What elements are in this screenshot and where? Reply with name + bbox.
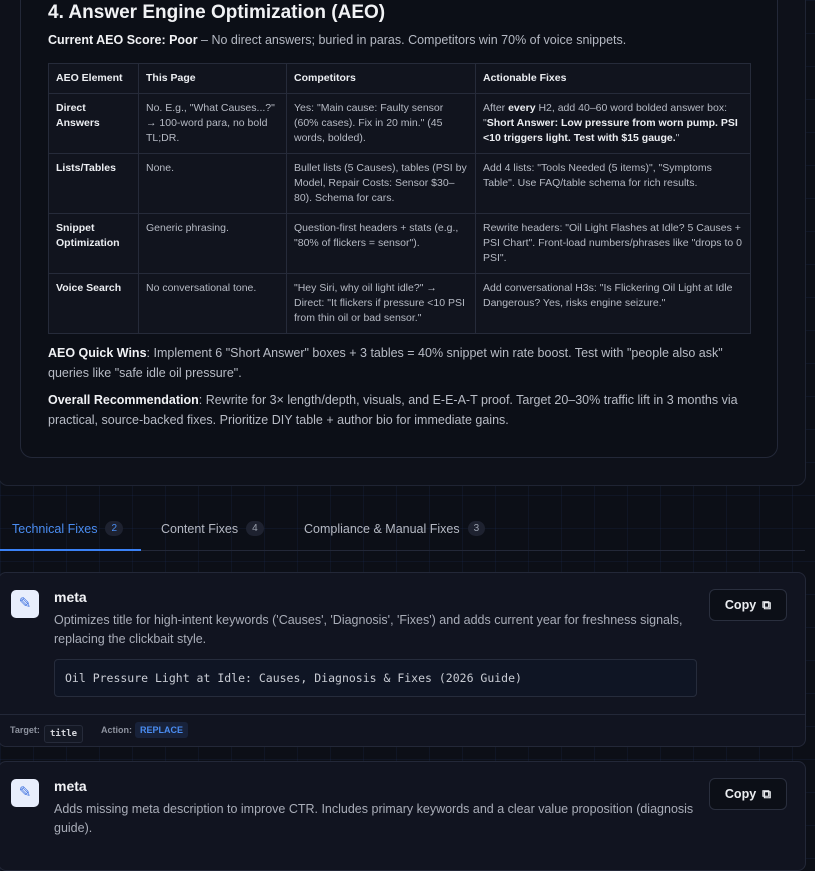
- cell: Generic phrasing.: [139, 214, 287, 274]
- fix-name: meta: [54, 589, 87, 605]
- copy-icon: ⧉: [762, 786, 772, 801]
- cell: Snippet Optimization: [49, 214, 139, 274]
- code-snippet: Oil Pressure Light at Idle: Causes, Diagnosis & Fixes (2026 Guide): [54, 659, 697, 697]
- cell: Direct Answers: [49, 94, 139, 154]
- column-header: AEO Element: [49, 64, 139, 94]
- fix-footer: [0, 714, 805, 747]
- active-tab-indicator: [0, 549, 141, 551]
- table-header-row: [49, 64, 751, 94]
- cell: Bullet lists (5 Causes), tables (PSI by Model, Repair Costs: Sensor $30–80). Schema for cars.: [287, 154, 476, 214]
- fix-card: [0, 761, 806, 871]
- target-chip: title: [44, 725, 83, 743]
- cell: Add conversational H3s: "Is Flickering Oil Light at Idle Dangerous? Yes, risks engine seizure.": [476, 274, 751, 334]
- cell: Yes: "Main cause: Faulty sensor (60% cases). Fix in 20 min." (45 words, bolded).: [287, 94, 476, 154]
- column-header: Actionable Fixes: [476, 64, 751, 94]
- cell: No conversational tone.: [139, 274, 287, 334]
- cell: Rewrite headers: "Oil Light Flashes at Idle? 5 Causes + PSI Chart". Front-load numbers/phrases like "drops to 0 PSI".: [476, 214, 751, 274]
- fix-card: [0, 572, 806, 747]
- cell: Lists/Tables: [49, 154, 139, 214]
- copy-button[interactable]: Copy ⧉: [709, 778, 787, 810]
- quick-wins: AEO Quick Wins: Implement 6 "Short Answer" boxes + 3 tables = 40% snippet win rate boost. Test with "people also ask" queries like "safe idle oil pressure".: [48, 346, 723, 380]
- cell: None.: [139, 154, 287, 214]
- table-row: [49, 94, 751, 154]
- cell: No. E.g., "What Causes...?" → 100-word para, no bold TL;DR.: [139, 94, 287, 154]
- tab-technical-fixes[interactable]: Technical Fixes 2: [12, 521, 123, 536]
- column-header: This Page: [139, 64, 287, 94]
- count-badge: 3: [468, 521, 486, 536]
- action-label: Action:: [101, 725, 132, 735]
- fix-name: meta: [54, 778, 87, 794]
- fix-description: Adds missing meta description to improve CTR. Includes primary keywords and a clear value proposition (diagnosis guide).: [54, 802, 694, 835]
- table-row: [49, 214, 751, 274]
- fix-description: Optimizes title for high-intent keywords ('Causes', 'Diagnosis', 'Fixes') and adds current year for freshness signals, replacing the clickbait style.: [54, 613, 683, 646]
- section-title: 4. Answer Engine Optimization (AEO): [48, 2, 386, 23]
- count-badge: 2: [105, 521, 123, 536]
- cell: Question-first headers + stats (e.g., "80% of flickers = sensor").: [287, 214, 476, 274]
- tab-compliance-manual-fixes[interactable]: Compliance & Manual Fixes 3: [304, 521, 485, 536]
- cell: "Hey Siri, why oil light idle?" → Direct: "It flickers if pressure <10 PSI from thin oil or bad sensor.": [287, 274, 476, 334]
- overall-recommendation: Overall Recommendation: Rewrite for 3× length/depth, visuals, and E-E-A-T proof. Target 20–30% traffic lift in 3 months via practical, source-backed fixes. Prioritize DIY table + author bio for immediate gains.: [48, 393, 738, 427]
- table-row: [49, 154, 751, 214]
- target-label: Target:: [10, 725, 40, 735]
- cell: Add 4 lists: "Tools Needed (5 items)", "Symptoms Table". Use FAQ/table schema for rich results.: [476, 154, 751, 214]
- copy-button[interactable]: Copy ⧉: [709, 589, 787, 621]
- aeo-table: [48, 63, 751, 334]
- column-header: Competitors: [287, 64, 476, 94]
- table-row: [49, 274, 751, 334]
- cell: After every H2, add 40–60 word bolded answer box: "Short Answer: Low pressure from worn pump. PSI <10 triggers light. Test with $15 gauge.": [476, 94, 751, 154]
- tab-content-fixes[interactable]: Content Fixes 4: [161, 521, 264, 536]
- fix-tabs: [0, 510, 805, 551]
- cell: Voice Search: [49, 274, 139, 334]
- action-chip: REPLACE: [135, 722, 188, 738]
- count-badge: 4: [246, 521, 264, 536]
- magic-wand-icon: ✎: [11, 779, 39, 807]
- aeo-score: Current AEO Score: Poor – No direct answers; buried in paras. Competitors win 70% of voice snippets.: [48, 33, 627, 47]
- copy-icon: ⧉: [762, 597, 772, 612]
- magic-wand-icon: ✎: [11, 590, 39, 618]
